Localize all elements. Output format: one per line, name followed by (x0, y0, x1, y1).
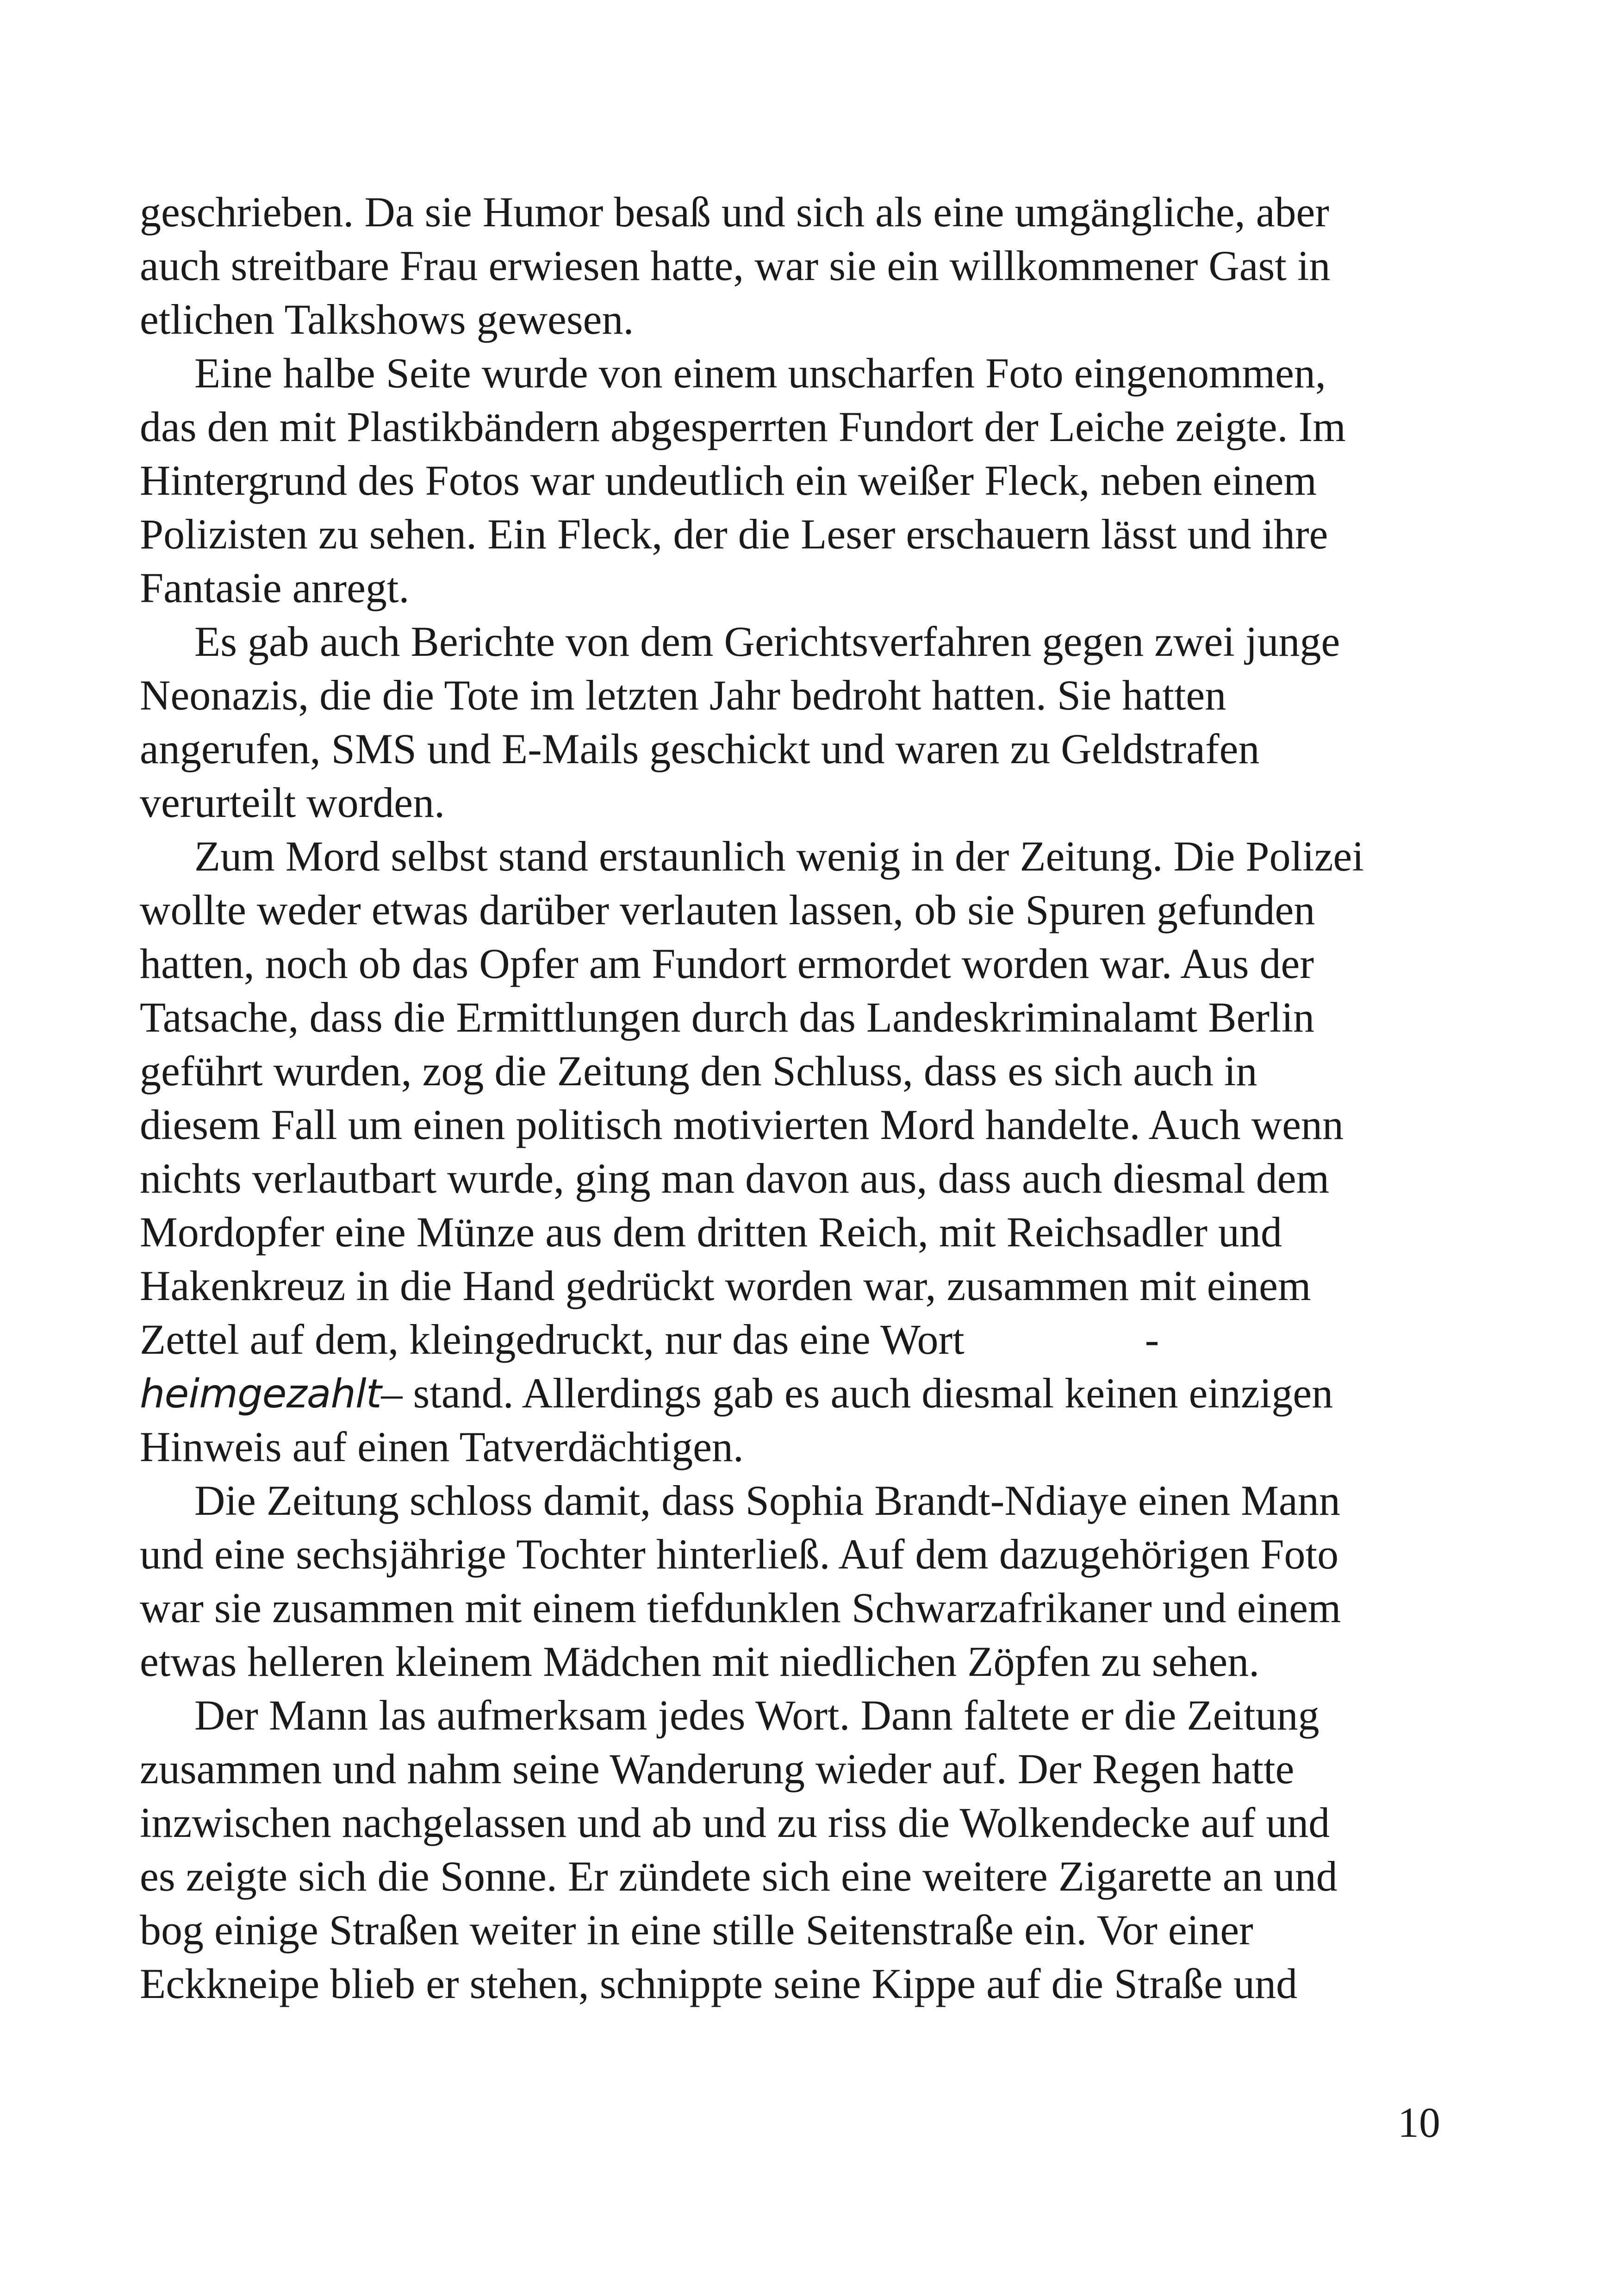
text-line: nichts verlautbart wurde, ging man davon aus, dass auch diesmal dem (140, 1155, 1330, 1202)
paragraph-start-line: Eine halbe Seite wurde von einem unscharfen Foto eingenommen, (194, 349, 1326, 397)
paragraph-start-line: Zum Mord selbst stand erstaunlich wenig in der Zeitung. Die Polizei (194, 833, 1364, 880)
text-line: Hintergrund des Fotos war undeutlich ein weißer Fleck, neben einem (140, 457, 1317, 504)
text-line: Eckkneipe blieb er stehen, schnippte seine Kippe auf die Straße und (140, 1960, 1298, 2007)
text-segment: Zettel auf dem, kleingedruckt, nur das eine Wort (140, 1316, 965, 1363)
text-line: geschrieben. Da sie Humor besaß und sich als eine umgängliche, aber (140, 188, 1330, 236)
dash: - (1145, 1316, 1159, 1363)
text-line: Polizisten zu sehen. Ein Fleck, der die Leser erschauern lässt und ihre (140, 510, 1328, 558)
text-line: wollte weder etwas darüber verlauten lassen, ob sie Spuren gefunden (140, 886, 1315, 933)
handwritten-word: heimgezahlt (140, 1371, 381, 1417)
text-line: Hakenkreuz in die Hand gedrückt worden war, zusammen mit einem (140, 1262, 1311, 1309)
text-line: angerufen, SMS und E-Mails geschickt und waren zu Geldstrafen (140, 725, 1260, 772)
page-number: 10 (1398, 2099, 1440, 2146)
paragraph-start-line: Es gab auch Berichte von dem Gerichtsverfahren gegen zwei junge (194, 618, 1340, 665)
text-line: Hinweis auf einen Tatverdächtigen. (140, 1423, 744, 1470)
text-line: hatten, noch ob das Opfer am Fundort ermordet worden war. Aus der (140, 940, 1314, 987)
text-line: etwas helleren kleinem Mädchen mit niedlichen Zöpfen zu sehen. (140, 1638, 1260, 1685)
text-line: Tatsache, dass die Ermittlungen durch das Landeskriminalamt Berlin (140, 994, 1315, 1041)
text-line: inzwischen nachgelassen und ab und zu riss die Wolkendecke auf und (140, 1799, 1330, 1846)
text-line: Neonazis, die die Tote im letzten Jahr bedroht hatten. Sie hatten (140, 672, 1226, 719)
text-segment: – stand. Allerdings gab es auch diesmal keinen einzigen (381, 1369, 1333, 1417)
text-line: auch streitbare Frau erwiesen hatte, war sie ein willkommener Gast in (140, 242, 1331, 289)
text-line: Mordopfer eine Münze aus dem dritten Reich, mit Reichsadler und (140, 1208, 1282, 1256)
paragraph-start-line: Der Mann las aufmerksam jedes Wort. Dann faltete er die Zeitung (194, 1692, 1319, 1739)
text-line: Fantasie anregt. (140, 564, 410, 611)
text-line: bog einige Straßen weiter in eine stille Seitenstraße ein. Vor einer (140, 1906, 1253, 1954)
text-line: diesem Fall um einen politisch motivierten Mord handelte. Auch wenn (140, 1101, 1344, 1148)
text-line: etlichen Talkshows gewesen. (140, 296, 634, 343)
text-line-with-dash (140, 1313, 1482, 1366)
paragraph-start-line: Die Zeitung schloss damit, dass Sophia Brandt-Ndiaye einen Mann (194, 1477, 1340, 1524)
text-line: und eine sechsjährige Tochter hinterließ. Auf dem dazugehörigen Foto (140, 1531, 1339, 1578)
text-line: das den mit Plastikbändern abgesperrten Fundort der Leiche zeigte. Im (140, 403, 1346, 450)
text-line: war sie zusammen mit einem tiefdunklen Schwarzafrikaner und einem (140, 1584, 1341, 1631)
text-line: geführt wurden, zog die Zeitung den Schluss, dass es sich auch in (140, 1047, 1257, 1095)
text-line: zusammen und nahm seine Wanderung wieder auf. Der Regen hatte (140, 1745, 1294, 1792)
text-line: es zeigte sich die Sonne. Er zündete sich eine weitere Zigarette an und (140, 1853, 1338, 1900)
body-text (140, 185, 1482, 2010)
text-line: verurteilt worden. (140, 779, 445, 826)
text-line-with-handwriting (140, 1366, 1482, 1420)
